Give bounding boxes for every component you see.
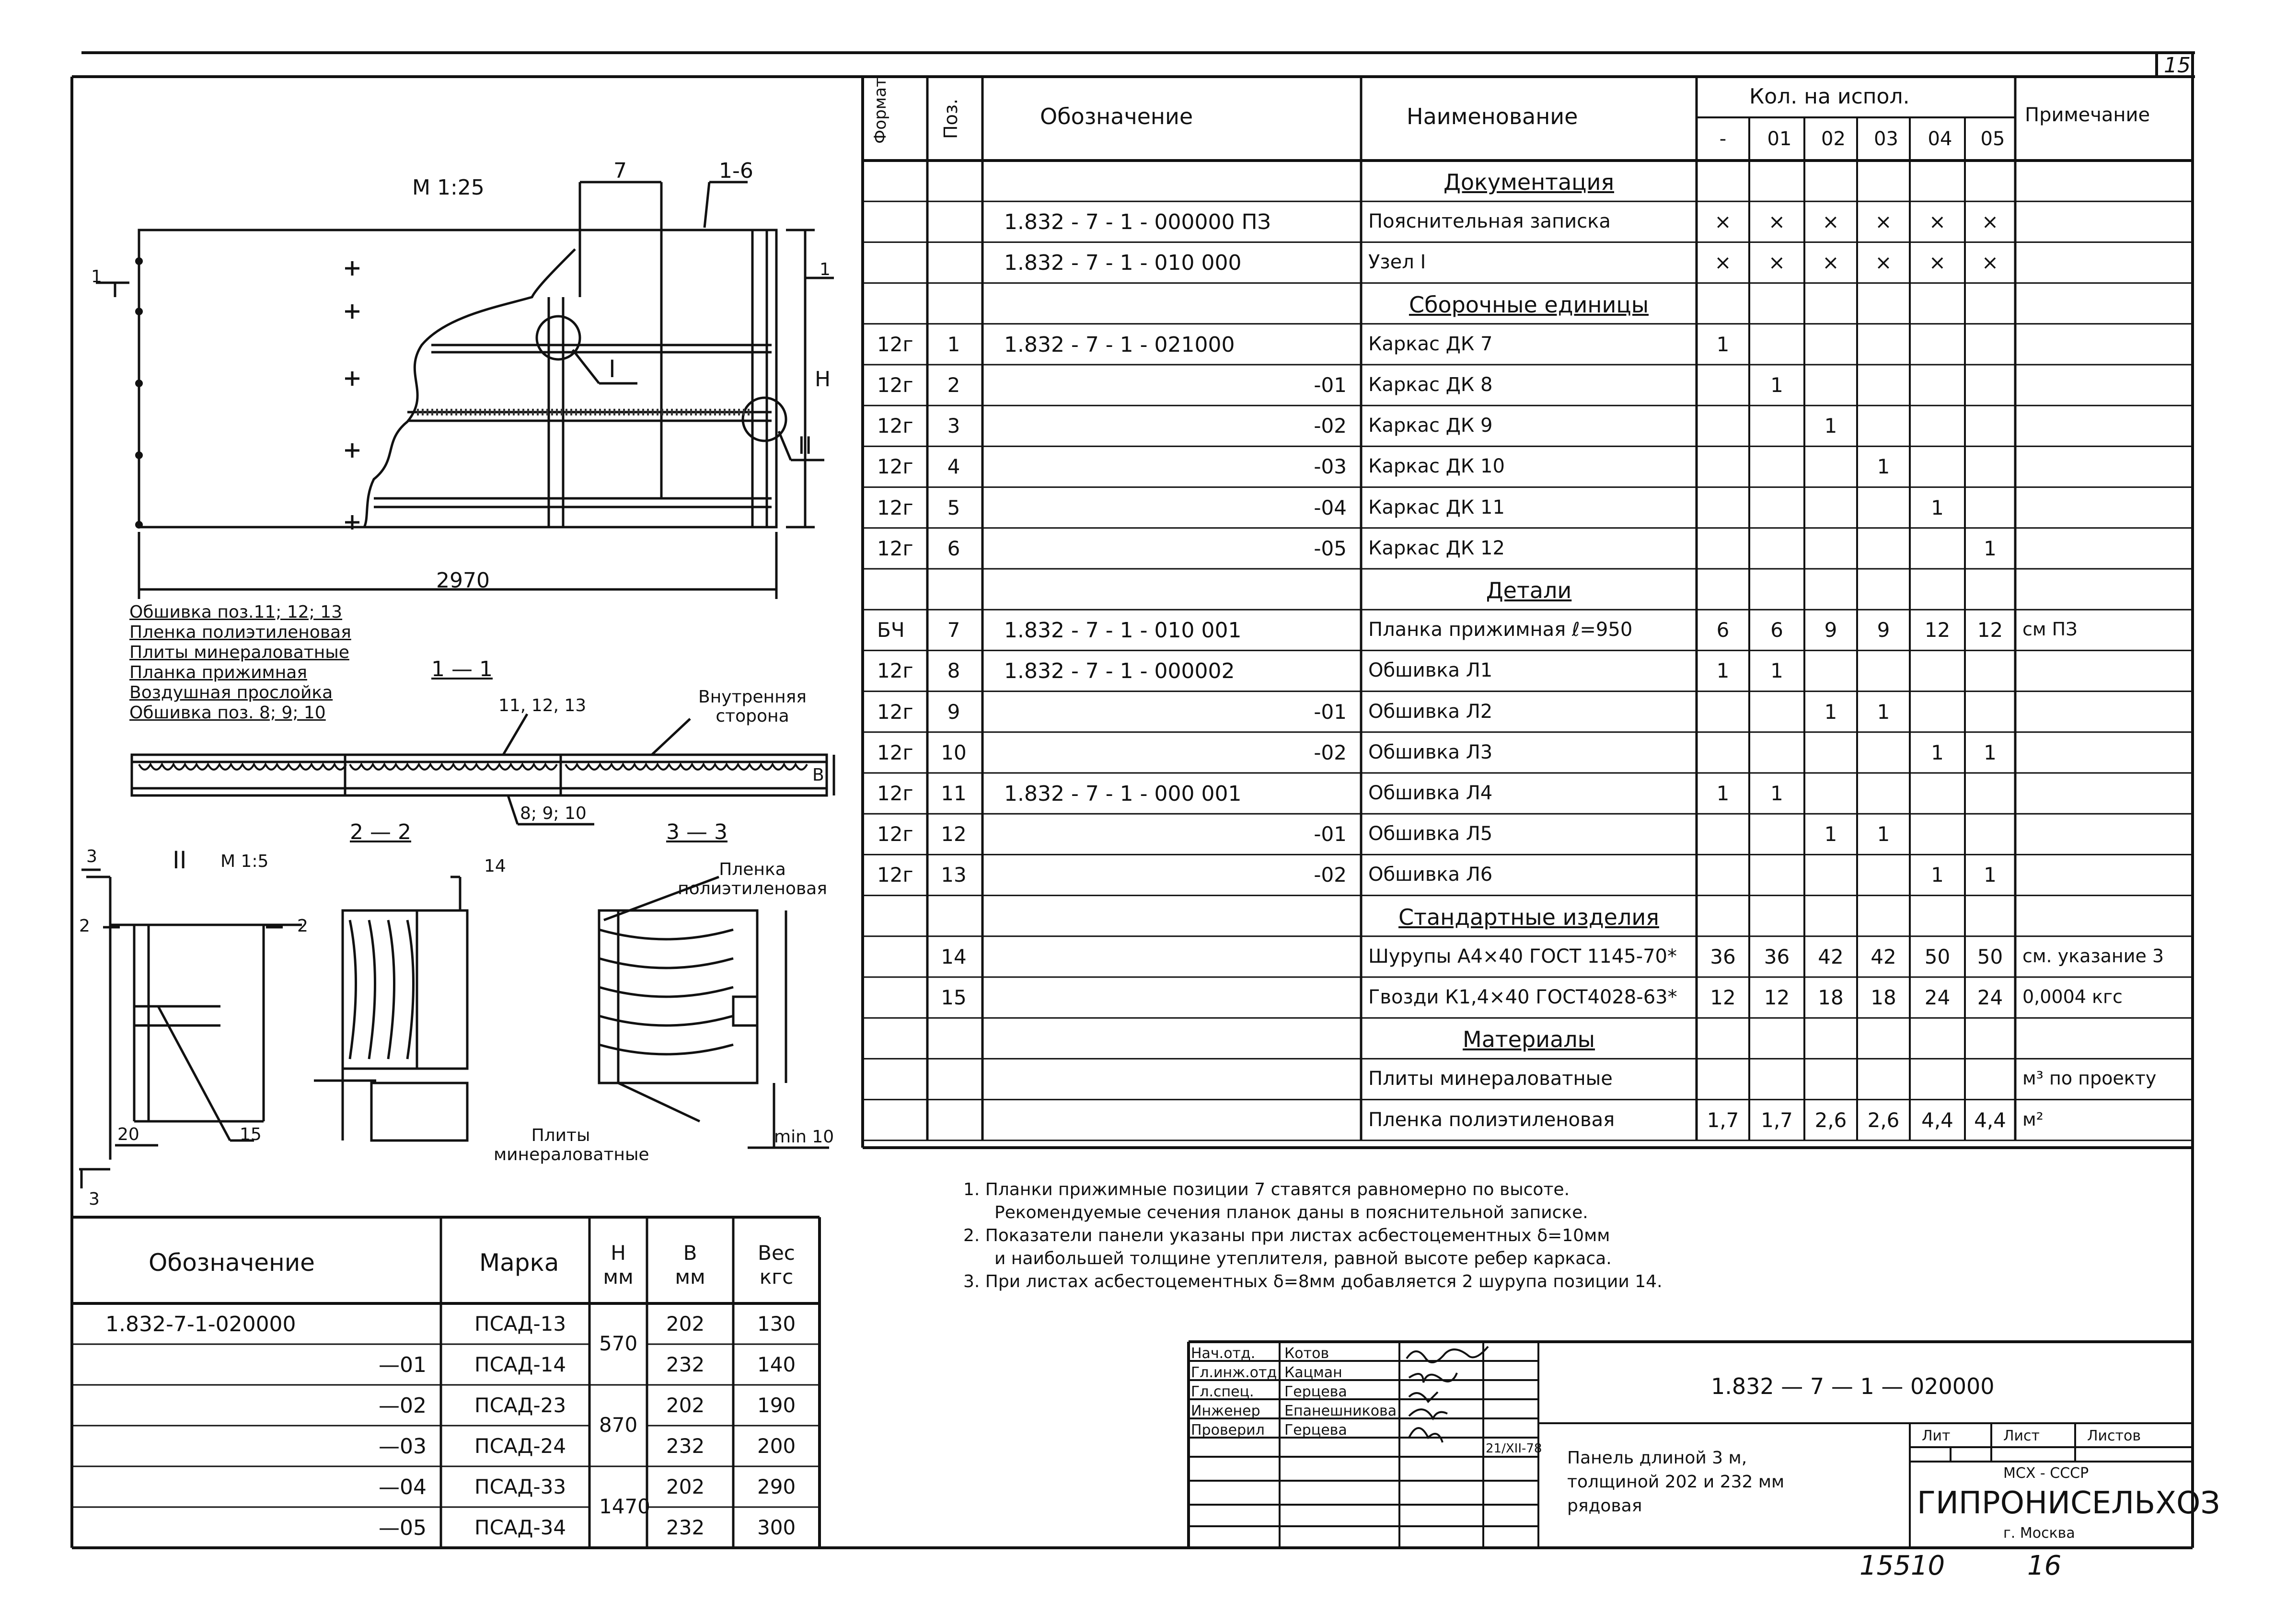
dim-1-6-label: 1-6 [719,159,753,183]
header-variant: - [1719,128,1727,150]
layer-item: Пленка полиэтиленовая [129,622,351,642]
layer-item: Планка прижимная [129,663,307,682]
spec-designation: 1.832 - 7 - 1 - 021000 [1004,332,1235,357]
header-designation: Обозначение [1040,104,1193,129]
spec-name: Каркас ДК 12 [1368,537,1505,559]
note-line: 1. Планки прижимные позиции 7 ставятся равномерно по высоте. [963,1180,1570,1199]
stamp-title-line: толщиной 202 и 232 мм [1567,1472,1785,1492]
spec-qty: 12 [1924,618,1951,642]
spec-designation: -04 [1314,495,1347,519]
marks-mark: ПСАД-24 [474,1434,566,1458]
spec-section-title: Материалы [1463,1026,1595,1053]
spec-designation: 1.832 - 7 - 1 - 000000 ПЗ [1004,210,1271,235]
marks-mark: ПСАД-34 [474,1516,566,1539]
header-qty: Кол. на испол. [1749,84,1910,109]
dim-width-label: 2970 [436,568,490,593]
spec-designation: -01 [1314,700,1347,724]
dim-7-label: 7 [613,159,627,183]
spec-qty: × [1822,210,1839,234]
stamp-name: Герцева [1284,1383,1347,1400]
spec-qty: × [1981,210,1999,234]
section-3-3-title: 3 — 3 [666,820,728,844]
note-line: 3. При листах асбестоцементных δ=8мм добавляется 2 шурупа позиции 14. [963,1272,1663,1291]
spec-qty: 1 [1984,863,1997,887]
marks-weight: 190 [757,1394,796,1417]
note-line: 2. Показатели панели указаны при листах асбестоцементных δ=10мм [963,1226,1610,1245]
spec-name: Каркас ДК 7 [1368,333,1493,355]
layer-item: Обшивка поз. 8; 9; 10 [129,703,326,723]
spec-format: 12г [877,700,913,724]
stamp-name: Котов [1284,1345,1329,1362]
marks-designation: —01 [379,1353,427,1377]
spec-qty: 42 [1871,944,1896,968]
label-15: 15 [240,1125,262,1144]
spec-qty: × [1875,251,1892,275]
marks-b: 202 [666,1394,705,1417]
spec-format: 12г [877,863,913,887]
spec-name: Каркас ДК 11 [1368,496,1505,518]
spec-name: Шурупы А4×40 ГОСТ 1145-70* [1368,945,1677,967]
sheet-number-top: 15 [2164,53,2191,78]
marks-header-weight: Вес кгс [758,1241,795,1289]
label-min10: min 10 [774,1127,834,1147]
marks-designation: —03 [379,1434,427,1459]
spec-designation: 1.832 - 7 - 1 - 000 001 [1004,782,1242,806]
inner-side-label: Внутренняя сторона [698,687,807,726]
spec-name: Каркас ДК 9 [1368,415,1493,437]
header-variant: 02 [1821,128,1846,150]
plates-label: Плиты минераловатные [494,1126,649,1164]
mark-2-left: 2 [79,916,90,936]
spec-format: 12г [877,455,913,479]
spec-qty: × [1875,210,1892,234]
spec-qty: 24 [1977,986,2003,1009]
spec-qty: 12 [1977,618,2003,642]
spec-qty: × [1929,251,1946,275]
spec-section-title: Документация [1443,169,1615,195]
mark-3-bottom: 3 [89,1189,100,1209]
spec-format: 12г [877,332,913,356]
spec-qty: 1 [1770,782,1783,805]
note-line: Рекомендуемые сечения планок даны в пояснительной записке. [994,1203,1588,1222]
marks-header-mark: Марка [479,1249,559,1277]
node-II-label: II [798,432,812,460]
scale-main: М 1:25 [412,175,485,200]
spec-pos: 6 [947,536,960,560]
header-pos: Поз. [940,98,961,139]
spec-qty: × [1822,251,1839,275]
spec-qty: 36 [1764,944,1790,968]
stamp-city: г. Москва [2003,1525,2075,1542]
marks-mark: ПСАД-13 [474,1312,566,1336]
marks-weight: 300 [757,1516,796,1539]
stamp-org-top: МСХ - СССР [2003,1465,2089,1482]
layer-item: Плиты минераловатные [129,643,349,662]
spec-qty: 1 [1770,373,1783,397]
spec-pos: 5 [947,495,960,519]
stamp-role: Нач.отд. [1191,1345,1256,1362]
stamp-code: 1.832 — 7 — 1 — 020000 [1711,1373,1995,1399]
spec-qty: 4,4 [1921,1108,1953,1132]
spec-format: 12г [877,373,913,397]
stamp-sheet-label: Лист [2003,1428,2040,1444]
section-mark-right: 1 [820,260,831,279]
stamp-title-line: рядовая [1567,1496,1642,1516]
spec-qty: 1,7 [1761,1108,1793,1132]
spec-pos: 8 [947,659,960,683]
spec-qty: 2,6 [1867,1108,1900,1132]
header-variant: 04 [1928,128,1952,150]
header-note: Примечание [2025,104,2150,126]
spec-note: см ПЗ [2022,619,2078,640]
film-label: Пленка полиэтиленовая [678,860,827,898]
stamp-role: Проверил [1191,1422,1265,1439]
spec-format: БЧ [877,618,905,642]
spec-note: м² [2022,1108,2044,1130]
spec-qty: 1 [1877,455,1890,479]
section-mark-left: 1 [91,267,102,287]
marks-h: 1470 [599,1495,650,1518]
spec-format: 12г [877,536,913,560]
spec-qty: 1 [1716,659,1730,683]
layer-item: Воздушная прослойка [129,683,333,703]
detail-II-title: II [173,846,187,874]
spec-section-title: Стандартные изделия [1398,904,1659,930]
spec-qty: 12 [1764,986,1790,1009]
header-name: Наименование [1407,104,1578,129]
marks-h: 870 [599,1413,638,1437]
spec-qty: 1 [1824,700,1837,724]
marks-b: 232 [666,1516,705,1539]
marks-designation: —05 [379,1516,427,1540]
spec-pos: 12 [941,822,967,846]
stamp-date: 21/XII-78 [1486,1441,1542,1456]
spec-name: Обшивка Л2 [1368,700,1493,723]
spec-qty: 1 [1931,740,1944,764]
stamp-name: Епанешникова [1284,1403,1397,1419]
dim-H-label: Н [815,367,831,392]
spec-pos: 11 [941,782,967,805]
marks-mark: ПСАД-33 [474,1475,566,1498]
spec-name: Обшивка Л4 [1368,782,1493,804]
spec-name: Каркас ДК 10 [1368,455,1505,478]
spec-name: Обшивка Л6 [1368,864,1493,886]
spec-qty: 6 [1770,618,1783,642]
spec-qty: 1 [1716,332,1730,356]
mark-3-top: 3 [86,847,97,866]
spec-qty: 9 [1877,618,1890,642]
spec-section-title: Детали [1486,577,1572,603]
spec-name: Пленка полиэтиленовая [1368,1108,1615,1131]
spec-qty: 1,7 [1707,1108,1739,1132]
spec-qty: × [1714,210,1732,234]
spec-qty: 12 [1710,986,1736,1009]
spec-designation: -05 [1314,536,1347,560]
label-11-12-13: 11, 12, 13 [498,696,587,715]
layer-item: Обшивка поз.11; 12; 13 [129,602,343,622]
note-line: и наибольшей толщине утеплителя, равной высоте ребер каркаса. [994,1249,1612,1268]
label-8-9-10: 8; 9; 10 [520,804,587,823]
scale-detail: М 1:5 [220,852,269,871]
spec-name: Плиты минераловатные [1368,1068,1613,1090]
header-variant: 01 [1767,128,1792,150]
spec-pos: 4 [947,455,960,479]
marks-b: 232 [666,1434,705,1458]
marks-weight: 130 [757,1312,796,1336]
spec-qty: 1 [1984,536,1997,560]
spec-name: Пояснительная записка [1368,210,1611,233]
spec-qty: 50 [1924,944,1951,968]
section-1-1-title: 1 — 1 [431,657,493,681]
marks-designation: 1.832-7-1-020000 [105,1312,296,1336]
spec-format: 12г [877,782,913,805]
spec-name: Гвозди К1,4×40 ГОСТ4028-63* [1368,986,1677,1008]
mark-2-right: 2 [297,916,308,936]
stamp-role: Гл.инж.отд [1191,1364,1277,1381]
spec-name: Планка прижимная ℓ=950 [1368,619,1633,641]
header-variant: 03 [1874,128,1898,150]
spec-qty: 1 [1984,740,1997,764]
sheet-number-bottom: 16 [2027,1550,2062,1581]
stamp-name: Кацман [1284,1364,1342,1381]
spec-pos: 15 [941,986,967,1009]
spec-qty: × [1768,210,1786,234]
spec-qty: × [1714,251,1732,275]
spec-pos: 3 [947,414,960,438]
marks-mark: ПСАД-23 [474,1394,566,1417]
marks-h: 570 [599,1332,638,1355]
spec-pos: 10 [941,740,967,764]
marks-b: 232 [666,1353,705,1376]
spec-designation: -02 [1314,414,1347,438]
spec-qty: 1 [1877,822,1890,846]
section-2-2-title: 2 — 2 [350,820,411,844]
spec-qty: 18 [1818,986,1844,1009]
marks-weight: 200 [757,1434,796,1458]
marks-header-designation: Обозначение [149,1249,315,1277]
spec-section-title: Сборочные единицы [1409,291,1649,318]
spec-qty: 1 [1770,659,1783,683]
stamp-role: Гл.спец. [1191,1383,1254,1400]
marks-weight: 140 [757,1353,796,1376]
spec-qty: 9 [1824,618,1837,642]
spec-name: Узел I [1368,251,1426,274]
spec-qty: 1 [1824,822,1837,846]
spec-format: 12г [877,495,913,519]
spec-qty: 18 [1871,986,1896,1009]
marks-designation: —02 [379,1394,427,1418]
spec-qty: × [1768,251,1786,275]
stamp-lit-label: Лит [1922,1428,1951,1444]
label-20: 20 [117,1125,139,1144]
spec-name: Обшивка Л5 [1368,823,1493,845]
marks-designation: —04 [379,1475,427,1499]
spec-pos: 1 [947,332,960,356]
spec-qty: 42 [1818,944,1844,968]
spec-qty: 2,6 [1814,1108,1847,1132]
spec-designation: -01 [1314,373,1347,397]
spec-pos: 14 [941,944,967,968]
spec-designation: 1.832 - 7 - 1 - 010 000 [1004,251,1242,276]
spec-qty: 1 [1931,863,1944,887]
stamp-role: Инженер [1191,1403,1260,1419]
spec-format: 12г [877,659,913,683]
spec-format: 12г [877,740,913,764]
header-format: Формат [871,78,890,144]
stamp-sheets-label: Листов [2087,1428,2141,1444]
dim-B-label: В [812,765,824,785]
spec-pos: 7 [947,618,960,642]
spec-qty: × [1981,251,1999,275]
spec-designation: -01 [1314,822,1347,846]
spec-note: м³ по проекту [2022,1068,2157,1089]
marks-header-b: В мм [675,1241,705,1289]
spec-name: Обшивка Л3 [1368,741,1493,763]
spec-pos: 13 [941,863,967,887]
marks-b: 202 [666,1312,705,1336]
spec-qty: 50 [1977,944,2003,968]
stamp-title-line: Панель длиной 3 м, [1567,1448,1747,1468]
stamp-org: ГИПРОНИСЕЛЬХОЗ [1917,1486,2220,1521]
spec-qty: 1 [1824,414,1837,438]
spec-pos: 2 [947,373,960,397]
spec-format: 12г [877,822,913,846]
label-14: 14 [484,856,506,876]
marks-mark: ПСАД-14 [474,1353,566,1376]
spec-qty: 36 [1710,944,1736,968]
spec-name: Обшивка Л1 [1368,659,1493,682]
spec-designation: -03 [1314,455,1347,479]
spec-note: см. указание 3 [2022,945,2164,967]
spec-qty: 1 [1931,495,1944,519]
spec-qty: 1 [1877,700,1890,724]
spec-format: 12г [877,414,913,438]
spec-qty: 24 [1924,986,1951,1009]
marks-weight: 290 [757,1475,796,1498]
spec-qty: 6 [1716,618,1730,642]
archive-number: 15510 [1859,1550,1945,1581]
spec-qty: × [1929,210,1946,234]
spec-name: Каркас ДК 8 [1368,374,1493,396]
spec-designation: 1.832 - 7 - 1 - 010 001 [1004,618,1242,643]
spec-pos: 9 [947,700,960,724]
spec-note: 0,0004 кгс [2022,986,2123,1007]
spec-qty: 1 [1716,782,1730,805]
marks-b: 202 [666,1475,705,1498]
marks-header-h: Н мм [603,1241,634,1289]
spec-designation: -02 [1314,863,1347,887]
stamp-name: Герцева [1284,1422,1347,1439]
spec-designation: 1.832 - 7 - 1 - 000002 [1004,659,1235,684]
spec-designation: -02 [1314,740,1347,764]
header-variant: 05 [1980,128,2005,150]
node-I-label: I [609,355,616,383]
spec-qty: 4,4 [1974,1108,2006,1132]
